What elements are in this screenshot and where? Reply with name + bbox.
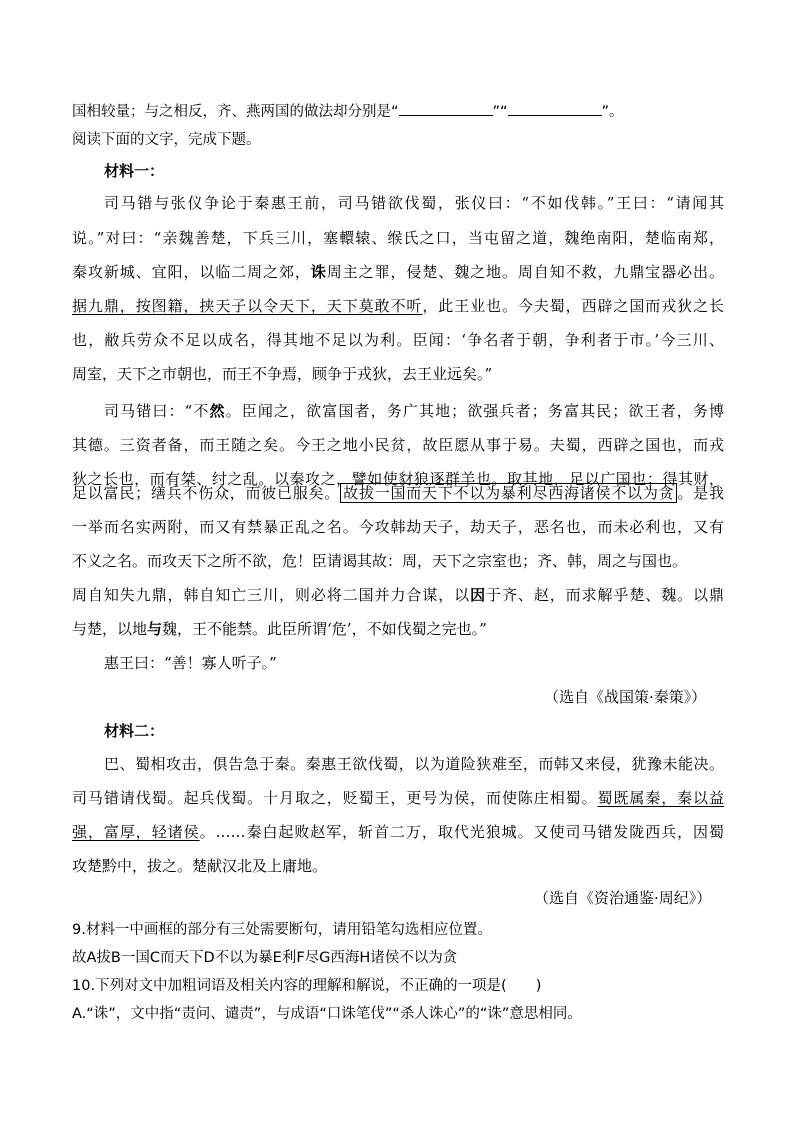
material-two-heading: 材料二：: [104, 722, 165, 740]
question-9-options[interactable]: 故A拔B一国C而天下D不以为暴E利F尽G西海H诸侯不以为贪: [72, 950, 458, 966]
prev-question-tail: 国相较量；与之相反，齐、燕两国的做法却分别是“ ”“ ”。: [72, 100, 624, 124]
text-line: 周室，天下之市朝也，而王不争焉，顾争于戎狄，去王业远矣。”: [72, 365, 493, 383]
text-line: 周自知失九鼎，韩自知亡三川，则必将二国并力合谋，以因于齐、赵，而求解乎楚、魏。以鼎: [72, 586, 724, 604]
text-line: 司马错曰：“不然。臣闻之，欲富国者，务广其地；欲强兵者；务富其民；欲王者，务博: [104, 402, 724, 420]
source-citation-2: （选自《资治通鉴·周纪》）: [534, 889, 712, 907]
boxed-sentence: 故拔一国而天下不以为暴利尽西海诸侯不以为贪: [340, 483, 677, 503]
text-line: 据九鼎，按图籍，挟天子以令天下，天下莫敢不听，此王业也。今夫蜀，西辟之国而戎狄之长: [72, 297, 724, 315]
question-9: 9.材料一中画框的部分有三处需要断句，请用铅笔勾选相应位置。: [72, 922, 492, 938]
answer-blank-2[interactable]: [508, 101, 602, 116]
text-line: 巴、蜀相攻击，俱告急于秦。秦惠王欲伐蜀，以为道险狭难至，而韩又来侵，犹豫未能决。: [104, 755, 724, 773]
reading-instruction: 阅读下面的文字，完成下题。: [72, 132, 261, 148]
underlined-sentence-1: 据九鼎，按图籍，挟天子以令天下，天下莫敢不听: [72, 297, 423, 315]
text-line: 其德。三资者备，而王随之矣。今王之地小民贫，故臣愿从事于易。夫蜀，西辟之国也，而戎: [72, 436, 724, 454]
material-one-paragraph-3: 惠王曰：“善！寡人听子。”: [104, 654, 277, 672]
question-10-option-a[interactable]: A.“诛”，文中指“责问、谴责”，与成语“口诛笔伐”“杀人诛心”的“诛”意思相同。: [72, 1006, 582, 1022]
text-line: 强，富厚，轻诸侯。……秦白起败赵军，斩首二万，取代光狼城。又使司马错发陇西兵，因蜀: [72, 823, 724, 841]
material-one-heading: 材料一：: [104, 162, 165, 180]
bold-word-yu: 与: [147, 620, 163, 638]
answer-blank-1[interactable]: [399, 101, 493, 116]
underlined-sentence-2a: 蜀既属秦，秦以益: [597, 789, 724, 807]
bold-word-yin: 因: [470, 586, 487, 604]
text-line: 司马错请伐蜀。起兵伐蜀。十月取之，贬蜀王，更号为侯，而使陈庄相蜀。蜀既属秦，秦以益: [72, 789, 724, 807]
text-line: 足以富民；缮兵不伤众，而彼已服矣。 故拔一国而天下不以为暴利尽西海诸侯不以为贪 。是我: [72, 484, 724, 502]
text-line: 秦攻新城、宜阳，以临二周之郊，诛周主之罪，侵楚、魏之地。周自知不救，九鼎宝器必出。: [72, 263, 724, 281]
text-line: 不义之名。而攻天下之所不欲，危！臣请谒其故：周，天下之宗室也；齐、韩，周之与国也。: [72, 552, 688, 570]
bold-word-ran: 然: [209, 402, 226, 420]
text-line: 与楚，以地与魏，王不能禁。此臣所谓‘危’，不如伐蜀之完也。”: [72, 620, 487, 638]
text-line: 狄之长也，而有桀、纣之乱。以秦攻之，譬如使豺狼逐群羊也。取其地，足以广国也；得其财，: [72, 470, 724, 488]
question-10: 10.下列对文中加粗词语及相关内容的理解和解说，不正确的一项是( ): [72, 978, 542, 994]
bold-word-zhu: 诛: [310, 263, 327, 281]
text-line: 说。”对曰：“亲魏善楚，下兵三川，塞轘辕、缑氏之口，当屯留之道，魏绝南阳，楚临南郑，: [72, 229, 724, 247]
text-line: 一举而名实两附，而又有禁暴正乱之名。今攻韩劫天子，劫天子，恶名也，而未必利也，又有: [72, 518, 724, 536]
text-line: 司马错与张仪争论于秦惠王前，司马错欲伐蜀，张仪曰：“不如伐韩。”王曰：“请闻其: [104, 194, 724, 212]
text-line: 也，敝兵劳众不足以成名，得其地不足以为利。臣闻：‘争名者于朝，争利者于市。’今三川、: [72, 331, 724, 349]
text-line: 攻楚黔中，拔之。楚献汉北及上庸地。: [72, 857, 328, 875]
underlined-sentence-2b: 强，富厚，轻诸侯: [72, 823, 200, 841]
source-citation-1: （选自《战国策·秦策》）: [544, 688, 707, 706]
